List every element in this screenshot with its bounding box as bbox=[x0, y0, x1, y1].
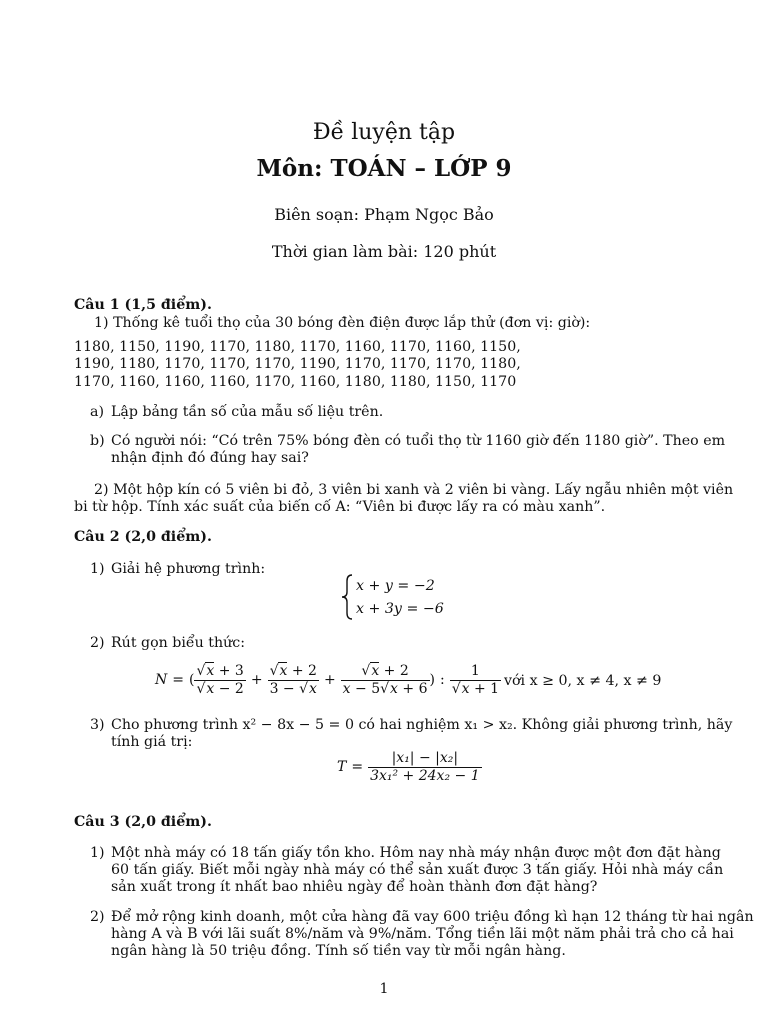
q2-p3-text: Cho phương trình x² − 8x − 5 = 0 có hai nghiệm x₁ > x₂. Không giải phương trình, hãy bbox=[111, 717, 733, 733]
fraction bbox=[368, 750, 482, 785]
q1-a-text: Lập bảng tần số của mẫu số liệu trên. bbox=[111, 404, 384, 420]
q1-data-line: 1190, 1180, 1170, 1170, 1170, 1190, 1170, 1170, 1170, 1180, bbox=[74, 356, 521, 372]
q3-p1-text: sản xuất trong ít nhất bao nhiêu ngày để hoàn thành đơn đặt hàng? bbox=[111, 879, 598, 895]
q3-p1-text: 60 tấn giấy. Biết mỗi ngày nhà máy có thể sản xuất được 3 tấn giấy. Hỏi nhà máy cần bbox=[111, 862, 724, 878]
q1-part2-text: 2) Một hộp kín có 5 viên bi đỏ, 3 viên bi xanh và 2 viên bi vàng. Lấy ngẫu nhiên một viên bbox=[94, 482, 734, 498]
t-numerator: |x₁| − |x₂| bbox=[368, 750, 482, 768]
q3-p1-text: Một nhà máy có 18 tấn giấy tồn kho. Hôm nay nhà máy nhận được một đơn đặt hàng bbox=[111, 845, 721, 861]
q1-b-label: b) bbox=[90, 433, 105, 449]
t-expression: T = $\frac{\text{|x₁| − |x₂|}}{\text{3x₁² + 24x₂ − 1}}$ bbox=[337, 749, 480, 784]
q3-p2-text: ngân hàng là 50 triệu đồng. Tính số tiền vay từ mỗi ngân hàng. bbox=[111, 943, 566, 959]
n-condition: với x ≥ 0, x ≠ 4, x ≠ 9 bbox=[504, 673, 662, 689]
exam-author: Biên soạn: Phạm Ngọc Bảo bbox=[274, 205, 494, 224]
q1-data-line: 1180, 1150, 1190, 1170, 1180, 1170, 1160, 1170, 1160, 1150, bbox=[74, 339, 521, 355]
q3-title: Câu 3 (2,0 điểm). bbox=[74, 814, 212, 830]
exam-title: Môn: TOÁN – LỚP 9 bbox=[256, 155, 512, 182]
q1-part2-text: bi từ hộp. Tính xác suất của biến cố A: “Viên bi được lấy ra có màu xanh”. bbox=[74, 499, 606, 515]
q1-a-label: a) bbox=[90, 404, 104, 420]
fraction: $\frac{√x + 2}{3 - √x}$ bbox=[269, 662, 317, 697]
q3-p2-text: hàng A và B với lãi suất 8%/năm và 9%/năm. Tổng tiền lãi một năm phải trả cho cả hai bbox=[111, 926, 734, 942]
brace-icon bbox=[340, 573, 354, 621]
fraction: $\frac{√x + 3}{√x - 2}$ bbox=[196, 662, 244, 697]
q2-p1-text: Giải hệ phương trình: bbox=[111, 561, 266, 577]
exam-subtitle: Đề luyện tập bbox=[312, 120, 456, 145]
page-number: 1 bbox=[379, 981, 389, 997]
q2-p3-text: tính giá trị: bbox=[111, 734, 193, 750]
exam-duration: Thời gian làm bài: 120 phút bbox=[271, 242, 497, 261]
fraction: $\frac{√x + 2}{x - 5√x + 6}$ bbox=[342, 662, 428, 697]
q1-b-text: Có người nói: “Có trên 75% bóng đèn có tuổi thọ từ 1160 giờ đến 1180 giờ”. Theo em bbox=[111, 433, 726, 449]
q1-title: Câu 1 (1,5 điểm). bbox=[74, 297, 212, 313]
q3-p2-text: Để mở rộng kinh doanh, một cửa hàng đã vay 600 triệu đồng kì hạn 12 tháng từ hai ngân bbox=[111, 909, 754, 925]
q3-p2-label: 2) bbox=[90, 909, 105, 925]
q2-p1-label: 1) bbox=[90, 561, 105, 577]
sys-eq2: x + 3y = −6 bbox=[356, 601, 444, 617]
q2-p3-label: 3) bbox=[90, 717, 105, 733]
t-denominator: 3x₁² + 24x₂ − 1 bbox=[370, 767, 480, 784]
q2-title: Câu 2 (2,0 điểm). bbox=[74, 529, 212, 545]
q2-p2-label: 2) bbox=[90, 635, 105, 651]
fraction: $\frac{1}{√x + 1}$ bbox=[451, 662, 500, 697]
sys-eq1: x + y = −2 bbox=[356, 578, 435, 594]
q3-p1-label: 1) bbox=[90, 845, 105, 861]
q1-data-line: 1170, 1160, 1160, 1160, 1170, 1160, 1180, 1180, 1150, 1170 bbox=[74, 374, 517, 390]
equation-system bbox=[340, 573, 480, 621]
n-expression: N = ( $\frac{√x + 3}{√x - 2}$ + $\frac{√x + 2}{3 - √x}$ + $\frac{√x + 2}{x - 5√x + 6}$ ) : $\frac{1}{√x + 1}$ bbox=[155, 662, 500, 697]
q1-b-text: nhận định đó đúng hay sai? bbox=[111, 450, 309, 466]
q2-p2-text: Rút gọn biểu thức: bbox=[111, 635, 245, 651]
q1-part1-intro: 1) Thống kê tuổi thọ của 30 bóng đèn điện được lắp thử (đơn vị: giờ): bbox=[94, 315, 591, 331]
